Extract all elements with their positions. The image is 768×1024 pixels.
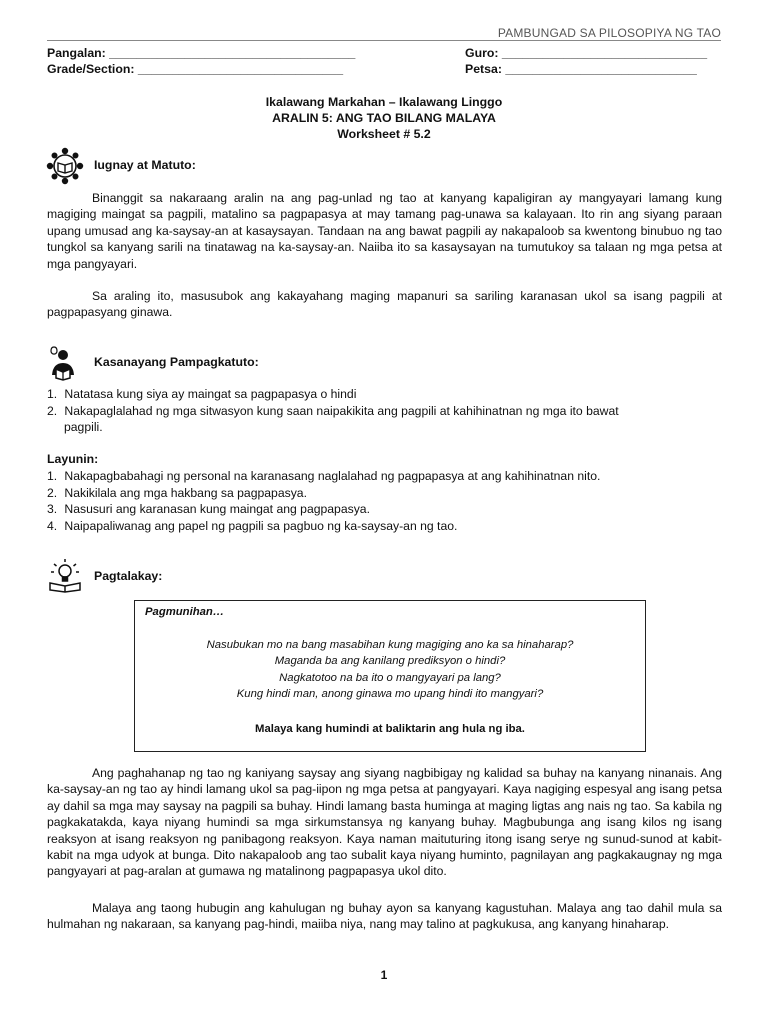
list-item: 1. Nakapagbabahagi ng personal na karanasang naglalahad ng pagpapasya at ang kahihinatnan nito. [47,469,601,483]
layunin-title: Layunin: [47,452,99,466]
subject-header: PAMBUNGAD SA PILOSOPIYA NG TAO [497,26,721,40]
pagtalakay-title: Pagtalakay: [94,569,163,583]
quarter-title: Ikalawang Markahan – Ikalawang Linggo [265,95,503,109]
iugnay-paragraph-1: Binanggit sa nakaraang aralin na ang pag-unlad ng tao at kanyang kapaligiran ay mangyayari lamang kung magiging maingat sa pagpili, matalino sa pagpapasya at may tamang pag-unawa sa kalayaan. Ito rin ang siyang paraan upang umusad ang ka-saysay-an at kasaysayan. Tandaan na ang bawat pagpili ay nakapaloob sa kwentong binubuo ng tao tungkol sa kanyang sarili na tinatawag na ka-saysay-an. Naiiba ito sa kasaysayan na tumutukoy sa talaan ng mga petsa at mga pangyayari. [47,191,722,271]
reflection-questions: Nasubukan mo na bang masabihan kung magiging ano ka sa hinaharap? Maganda ba ang kanilang prediksyon o hindi? Nagkatotoo na ba ito o mangyayari pa lang? Kung hindi man, anong ginawa mo upang hindi ito mangyari? [206,639,574,700]
list-item: 1. Natatasa kung siya ay maingat sa pagpapasya o hindi [47,387,357,401]
reflection-closing: Malaya kang humindi at baliktarin ang hula ng iba. [255,723,525,735]
layunin-list [47,468,722,534]
teacher-field: Guro: ______________________________ [465,46,708,60]
date-field: Petsa: ____________________________ [465,62,697,76]
pagtalakay-paragraph-2: Malaya ang taong hubugin ang kahulugan ng buhay ayon sa kanyang kagustuhan. Malaya ang tao dahil mula sa hulmahan ng nakaraan, sa kanyang pag-hindi, maiiba niya, nang may talino at pagkukusa, ang kanyang hinaharap. [47,901,722,932]
worksheet-title: Worksheet # 5.2 [337,127,431,141]
reading-person-icon [46,345,84,386]
book-network-icon [46,147,84,188]
pagtalakay-paragraph-1: Ang paghahanap ng tao ng kaniyang saysay ang siyang nagbibigay ng kalidad sa buhay na kanyang ninanais. Ang ka-saysay-an ng tao ay hindi lamang ukol sa pag-iipon ng mga petsa at pangyayari. Kaya nagiging espesyal ang isang petsa ay dahil sa mga may saysay na pagpili sa buhay. Hindi lamang basta huminga at maging ligtas ang nais ng tao. Sa kabila ng pagkakatakda, kaya niyang humindi sa mga sirkumstansya ng kanyang buhay. Magbubunga ang isang kilos ng isang reaksyon at isang reaksyon ng panibagong reaksyon. Kaya naman maituturing itong isang serye ng sunud-sunod at kabit-kabit na mga udyok at bunga. Dito nakapaloob ang tao subalit kaya niyang huminto, pagnilayan ang pagkakaugnay ng mga pangyayari at pag-aralan at gumawa ng matalinong pagpapasya ukol dito. [47,766,722,879]
header-divider [47,40,721,41]
list-item: 2. Nakapaglalahad ng mga sitwasyon kung saan naipakikita ang pagpili at kahihinatnan ng mga ito bawat pagpili. [47,403,619,435]
iugnay-title: Iugnay at Matuto: [94,158,196,172]
page-number: 1 [380,968,388,982]
reflection-box [134,600,646,752]
list-item: 2. Nakikilala ang mga hakbang sa pagpapasya. [47,485,307,500]
lightbulb-book-icon [46,556,84,597]
kasanayan-list [47,386,722,436]
kasanayan-title: Kasanayang Pampagkatuto: [94,355,259,369]
lesson-title: ARALIN 5: ANG TAO BILANG MALAYA [272,111,496,125]
list-item: 4. Naipapaliwanag ang papel ng pagpili sa pagbuo ng ka-saysay-an ng tao. [47,518,458,533]
list-item: 3. Nasusuri ang karanasan kung maingat ang pagpapasya. [47,502,370,517]
iugnay-paragraph-2: Sa araling ito, masusubok ang kakayahang maging mapanuri sa sariling karanasan ukol sa isang pagpili at pagpapasyang ginawa. [47,289,722,320]
grade-section-field: Grade/Section: ______________________________ [47,62,344,76]
name-field: Pangalan: ____________________________________ [47,46,356,60]
worksheet-titles [0,94,768,142]
reflection-title: Pagmunihan… [145,606,225,618]
